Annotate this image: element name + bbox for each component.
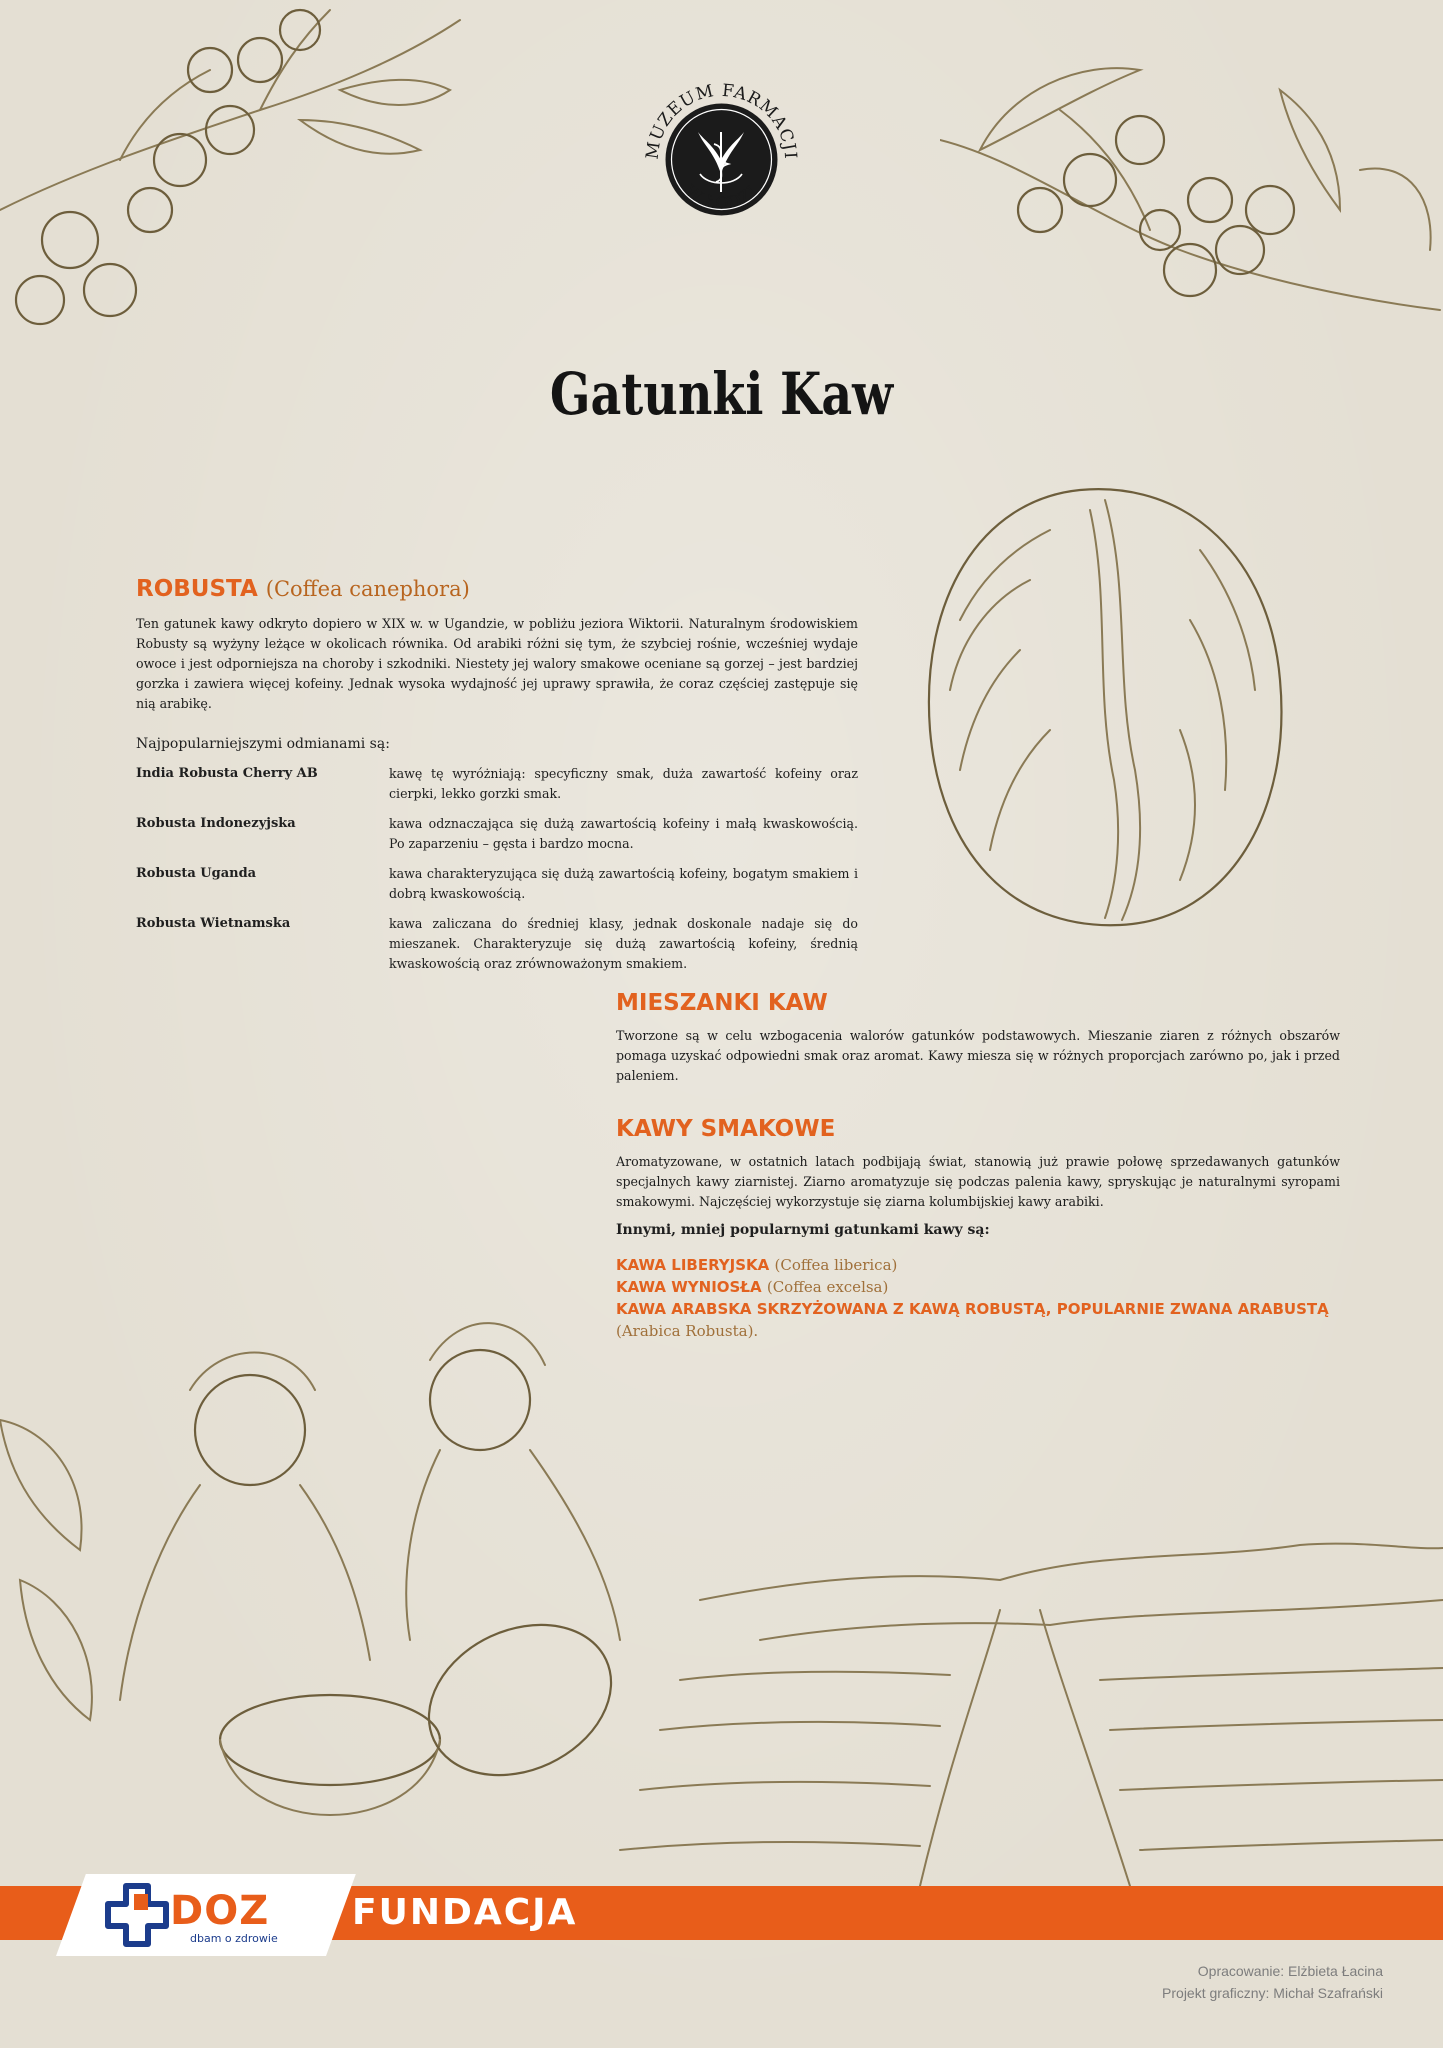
credits: [1162, 1960, 1383, 2004]
variety-row: [136, 764, 858, 804]
foundation-label: FUNDACJA: [352, 1892, 578, 1933]
mieszanki-body: Tworzone są w celu wzbogacenia walorów gatunków podstawowych. Mieszanie ziaren z różnych obszarów pomaga uzyskać odpowiedni smak oraz aromat. Kawy miesza się w różnych proporcjach zarówno po, jak i przed paleniem.: [616, 1028, 1340, 1083]
robusta-body: Ten gatunek kawy odkryto dopiero w XIX w. w Ugandzie, w pobliżu jeziora Wiktorii. Naturalnym środowiskiem Robusty są wyżyny leżące w okolicach równika. Od arabiki różni się tym, że szybciej rośnie, wcześniej wydaje owoce i jest odporniejsza na choroby i szkodniki. Niestety jej walory smakowe oceniane są gorzej – jest bardziej gorzka i zawiera więcej kofeiny. Jednak wysoka wydajność jej uprawy sprawiła, że coraz częściej zastępuje się nią arabikę.: [136, 616, 858, 711]
variety-name: Robusta Indonezyjska: [136, 816, 296, 831]
other-variety-name: KAWA LIBERYJSKA: [616, 1256, 770, 1274]
other-variety-latin: (Arabica Robusta).: [616, 1322, 759, 1340]
doz-cross-icon: [104, 1882, 170, 1948]
variety-name: Robusta Uganda: [136, 866, 257, 881]
other-variety-name: KAWA ARABSKA SKRZYŻOWANA Z KAWĄ ROBUSTĄ, POPULARNIE ZWANA ARABUSTĄ: [616, 1300, 1329, 1318]
variety-desc: kawa zaliczana do średniej klasy, jednak doskonale nadaje się do mieszanek. Charakteryzuje się dużą zawartością kofeiny, średnią kwaskowością oraz zrównoważonym smakiem.: [389, 916, 858, 971]
smakowe-heading: KAWY SMAKOWE: [616, 1116, 836, 1142]
robusta-heading-latin: (Coffea canephora): [265, 577, 470, 601]
variety-row: [136, 864, 858, 904]
robusta-heading: [136, 576, 858, 602]
robusta-heading-name: ROBUSTA: [136, 576, 258, 602]
variety-row: [136, 814, 858, 854]
logo-top-text: MUZEUM FARMACJI: [642, 80, 801, 161]
smakowe-body: Aromatyzowane, w ostatnich latach podbijają świat, stanowią już prawie połowę sprzedawanych gatunków specjalnych kawy ziarnistej. Ziarno aromatyzuje się podczas palenia kawy, spryskując je naturalnymi syropami smakowymi. Najczęściej wykorzystuje się ziarna kolumbijskiej kawy arabiki.: [616, 1154, 1340, 1209]
variety-name: India Robusta Cherry AB: [136, 766, 318, 781]
other-variety: [616, 1254, 1340, 1276]
other-variety-latin: (Coffea liberica): [774, 1256, 898, 1274]
robusta-section: [136, 576, 858, 984]
variety-row: [136, 914, 858, 974]
coffee-harvest-illustration: [0, 1280, 1443, 1886]
coffee-branch-illustration-right: [940, 50, 1443, 350]
page-title: Gatunki Kaw: [549, 360, 894, 428]
doz-tagline: dbam o zdrowie: [190, 1932, 278, 1945]
other-variety-name: KAWA WYNIOSŁA: [616, 1278, 762, 1296]
coffee-branch-illustration-left: [0, 0, 470, 340]
variety-desc: kawa odznaczająca się dużą zawartością kofeiny i małą kwaskowością. Po zaparzeniu – gęsta i bardzo mocna.: [389, 816, 858, 851]
variety-desc: kawę tę wyróżniają: specyficzny smak, duża zawartość kofeiny oraz cierpki, lekko gorzki smak.: [389, 766, 858, 801]
robusta-varieties-list: [136, 764, 858, 974]
robusta-varieties-intro: Najpopularniejszymi odmianami są:: [136, 736, 390, 752]
doz-name: DOZ: [170, 1888, 270, 1934]
logo-bottom-text: W ŁODZI: [681, 180, 762, 213]
doz-logo: [104, 1878, 334, 1954]
smakowe-others-intro: Innymi, mniej popularnymi gatunkami kawy są:: [616, 1222, 990, 1238]
mieszanki-section: [616, 990, 1340, 1086]
credit-designer: Projekt graficzny: Michał Szafrański: [1162, 1985, 1383, 2001]
variety-name: Robusta Wietnamska: [136, 916, 291, 931]
other-variety-latin: (Coffea excelsa): [766, 1278, 889, 1296]
credit-author: Opracowanie: Elżbieta Łacina: [1197, 1963, 1383, 1979]
coffee-bean-illustration: [900, 470, 1320, 940]
variety-desc: kawa charakteryzująca się dużą zawartością kofeiny, bogatym smakiem i dobrą kwaskowością.: [389, 866, 858, 901]
mieszanki-heading: MIESZANKI KAW: [616, 990, 828, 1016]
museum-logo: [636, 74, 807, 245]
